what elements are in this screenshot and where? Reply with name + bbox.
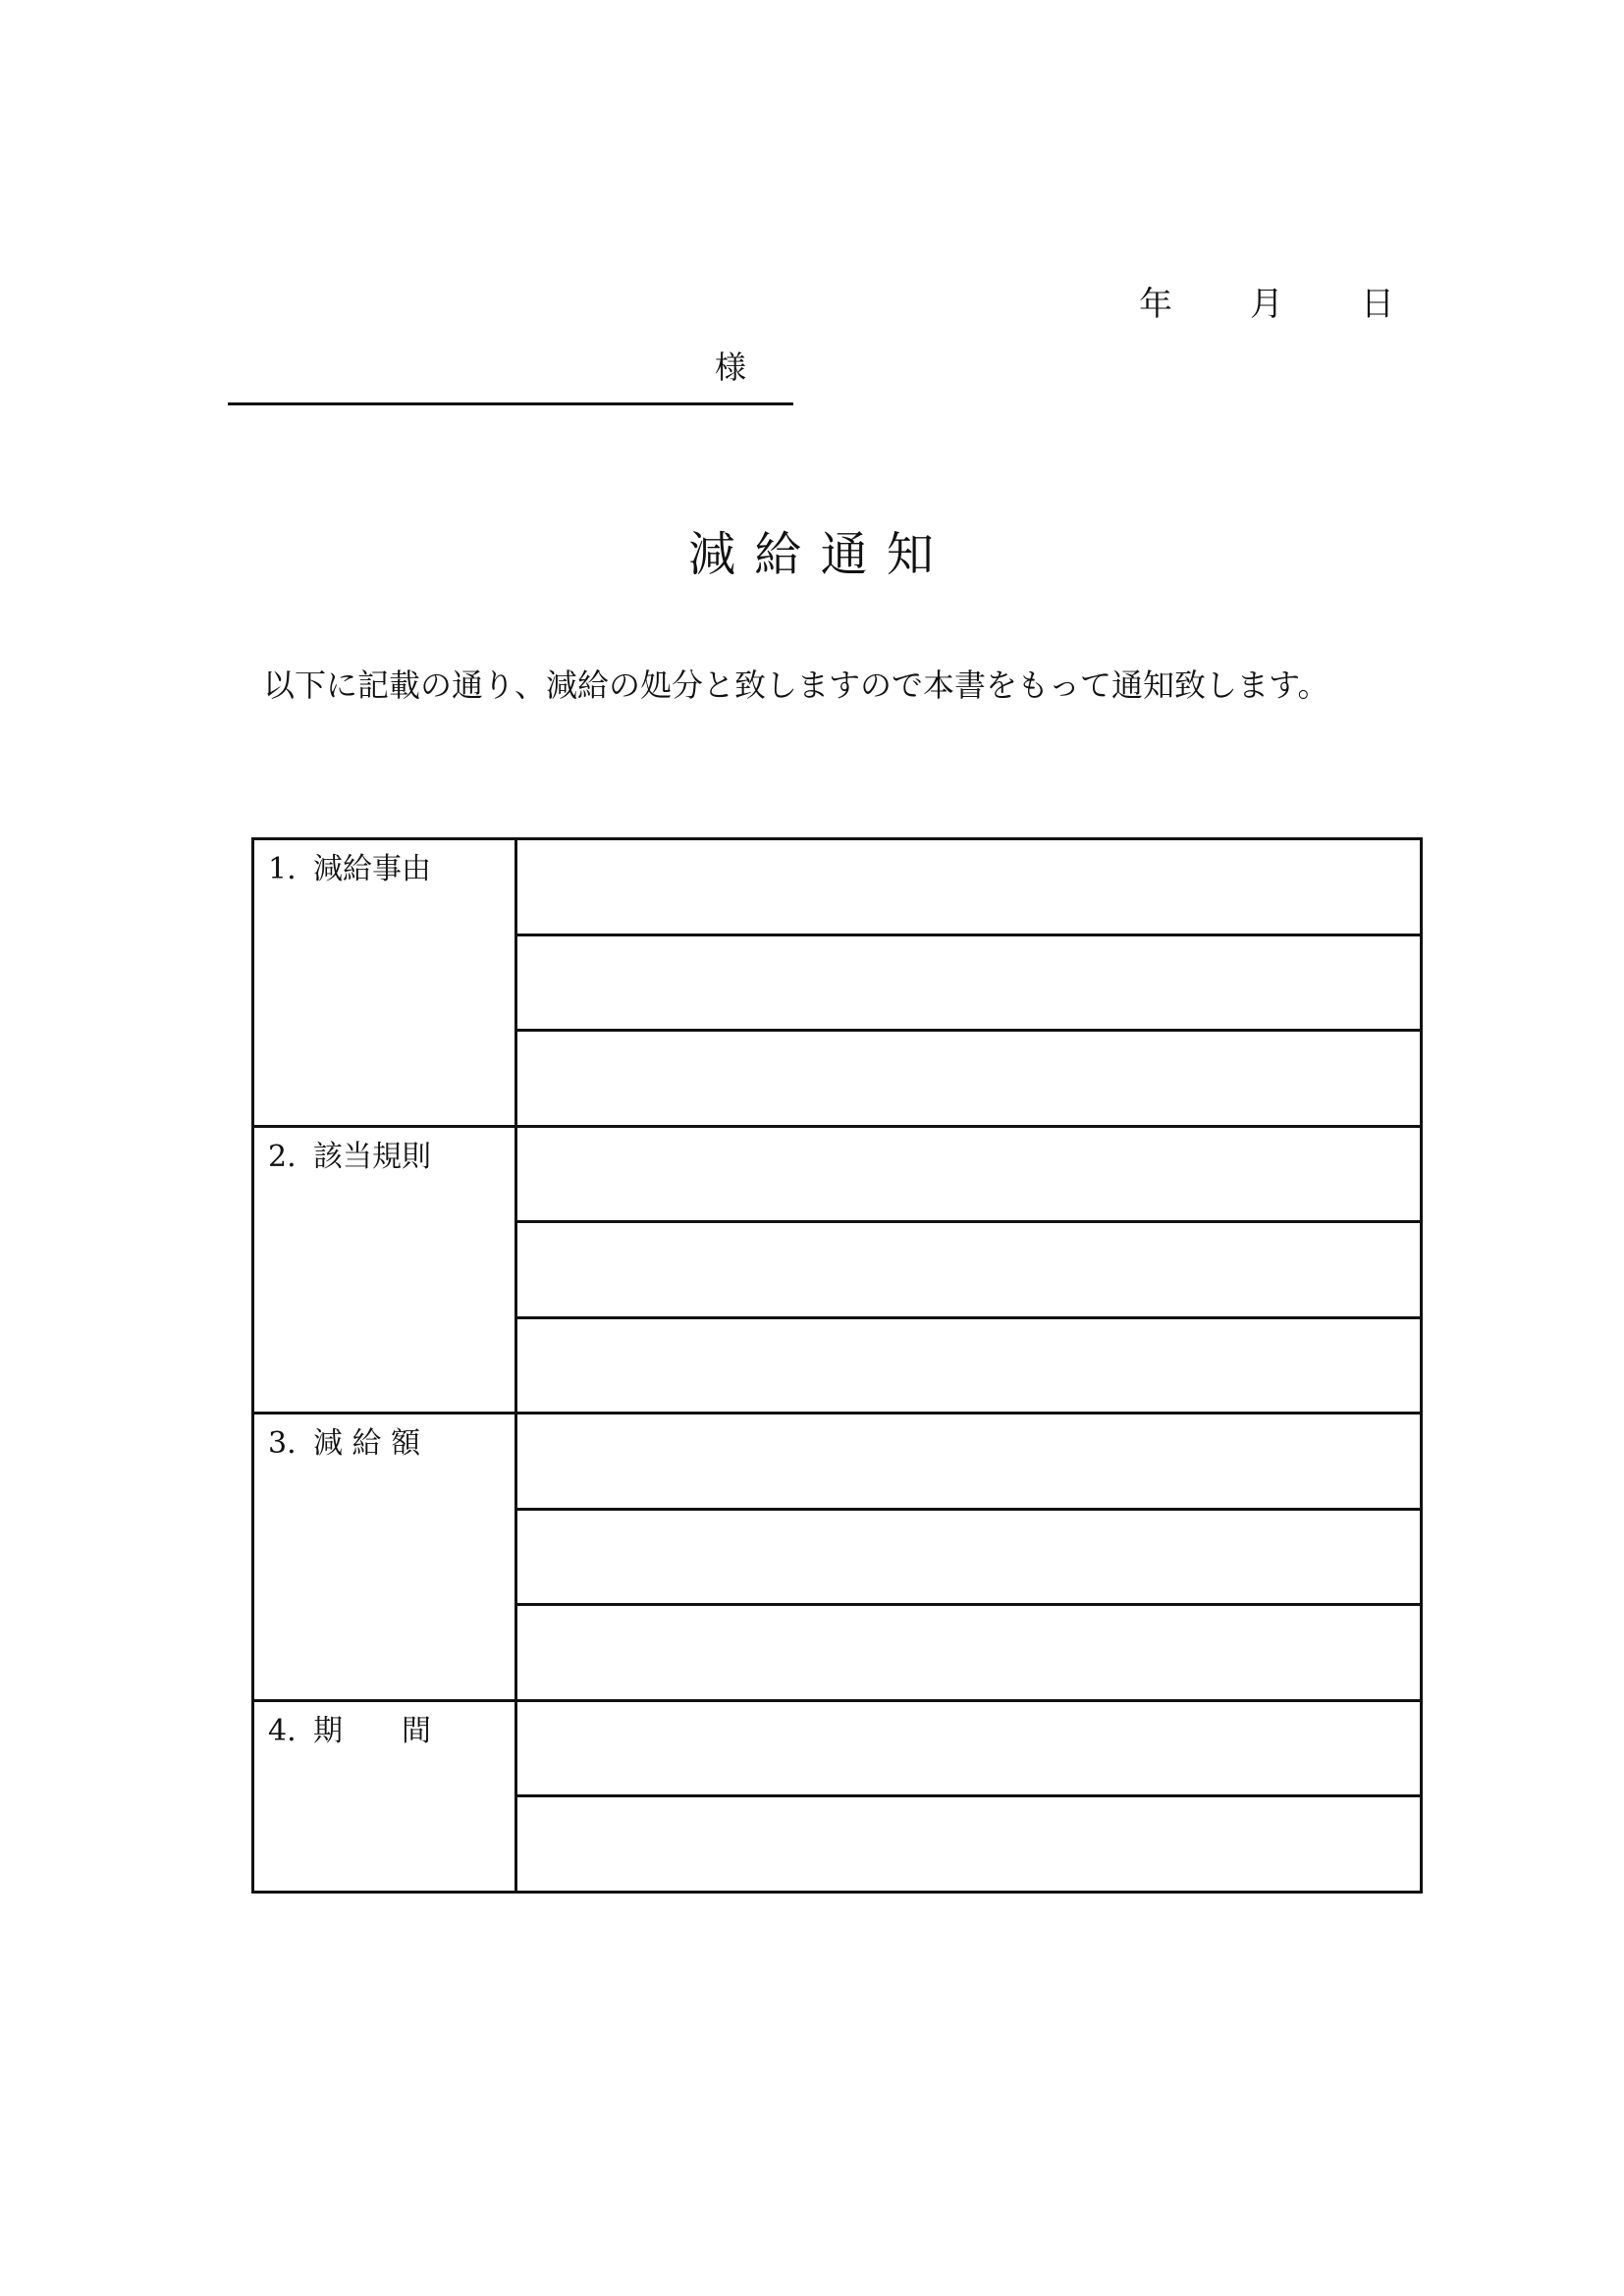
table-row — [253, 1126, 1422, 1222]
notice-table — [251, 837, 1423, 1894]
section-label-cell — [253, 839, 516, 1127]
amount-field-3[interactable] — [516, 1605, 1422, 1701]
section-label-cell — [253, 1126, 516, 1414]
section-number: 1. — [268, 852, 297, 886]
table-row — [253, 839, 1422, 935]
reason-field-2[interactable] — [516, 934, 1422, 1031]
section-label: 減 給 額 — [313, 1426, 421, 1461]
section-number: 3. — [268, 1426, 297, 1461]
rule-field-1[interactable] — [516, 1126, 1422, 1222]
intro-text: 以下に記載の通り、減給の処分と致しますので本書をもって通知致します。 — [263, 667, 1329, 704]
reason-field-1[interactable] — [516, 839, 1422, 935]
date-line — [1139, 285, 1394, 324]
addressee-honorific: 様 — [714, 348, 746, 386]
section-number: 2. — [268, 1139, 297, 1174]
date-day-label: 日 — [1361, 285, 1394, 324]
amount-field-2[interactable] — [516, 1509, 1422, 1605]
section-label-cell — [253, 1414, 516, 1701]
period-field-1[interactable] — [516, 1700, 1422, 1796]
reason-field-3[interactable] — [516, 1031, 1422, 1127]
period-field-2[interactable] — [516, 1796, 1422, 1893]
date-month-label: 月 — [1250, 285, 1283, 324]
section-number: 4. — [268, 1713, 297, 1748]
table-row — [253, 1700, 1422, 1796]
amount-field-1[interactable] — [516, 1414, 1422, 1510]
document-title: 減 給 通 知 — [688, 527, 936, 582]
rule-field-3[interactable] — [516, 1317, 1422, 1414]
section-label: 期 間 — [313, 1713, 431, 1748]
section-label: 減給事由 — [313, 852, 431, 886]
section-label: 該当規則 — [313, 1139, 431, 1174]
date-year-label: 年 — [1139, 285, 1172, 324]
rule-field-2[interactable] — [516, 1222, 1422, 1318]
addressee-line[interactable] — [228, 344, 793, 405]
table-row — [253, 1414, 1422, 1510]
section-label-cell — [253, 1700, 516, 1892]
